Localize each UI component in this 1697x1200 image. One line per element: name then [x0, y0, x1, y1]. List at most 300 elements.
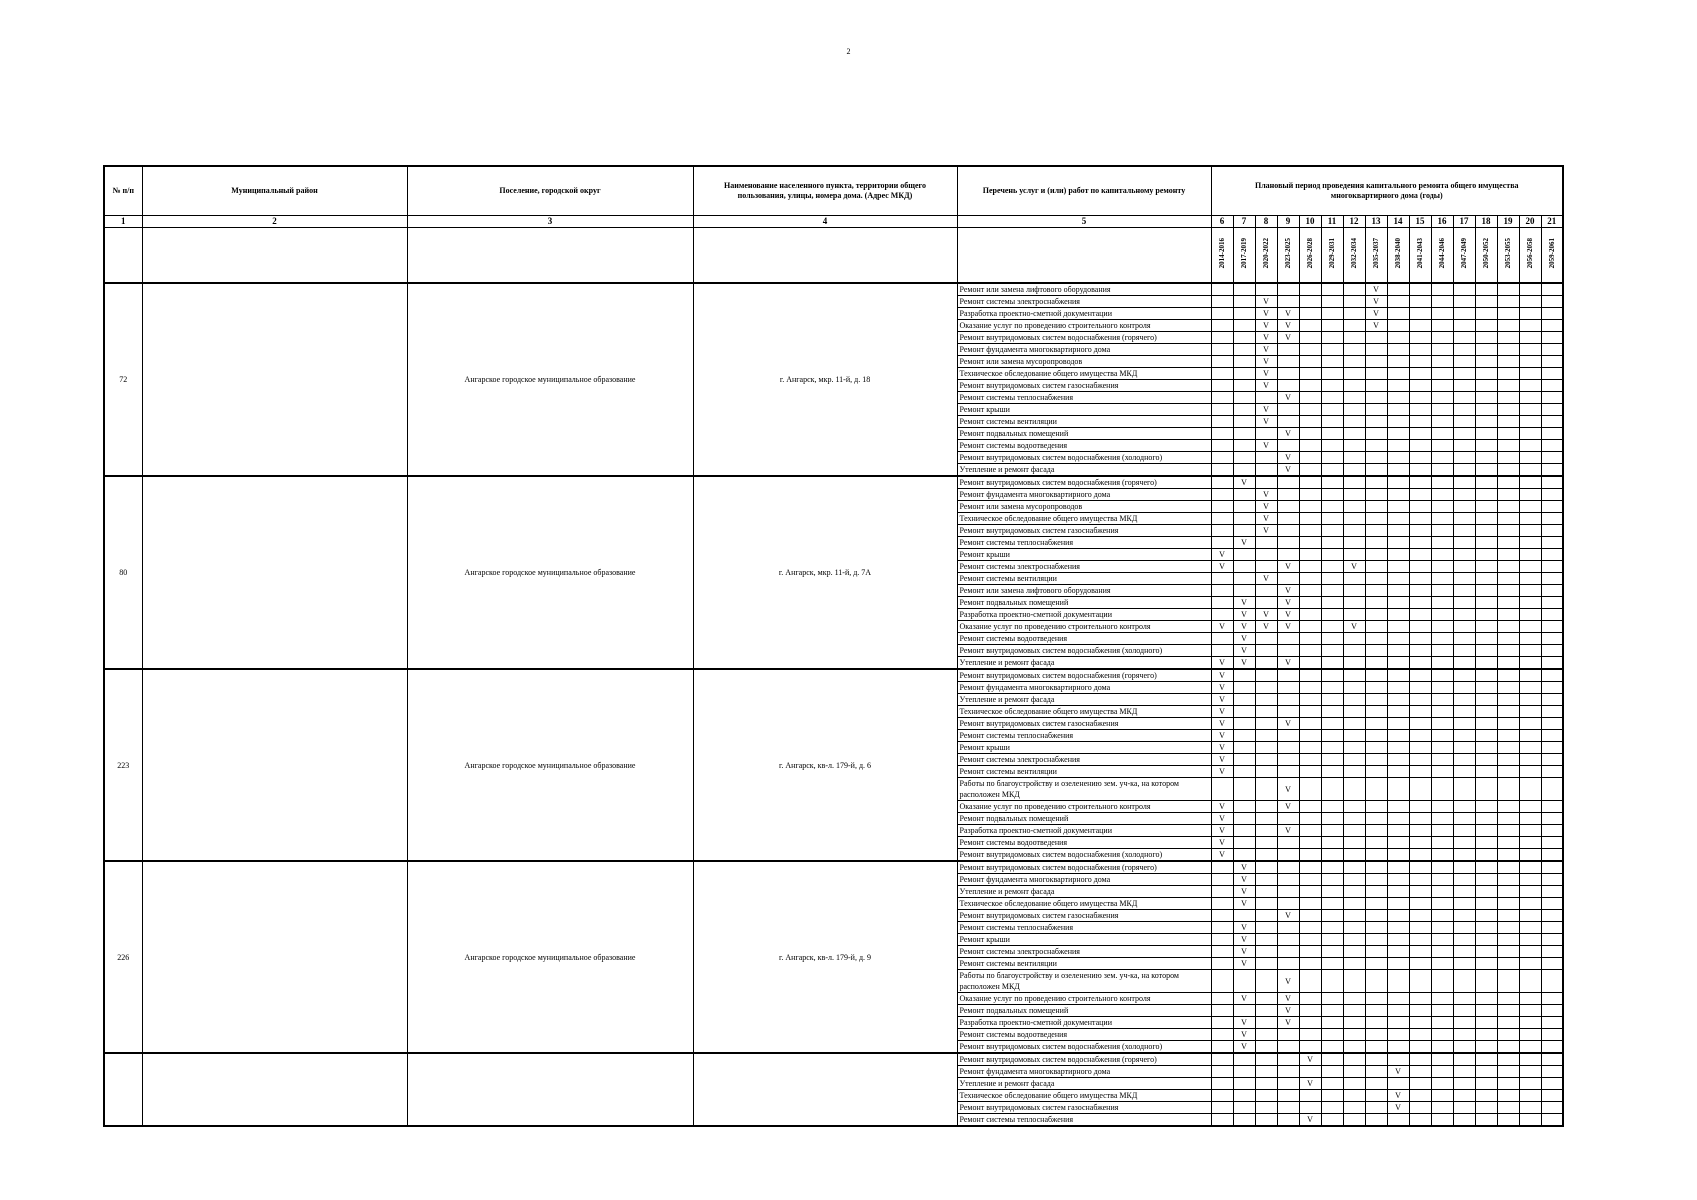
period-mark-cell	[1541, 283, 1563, 296]
work-item: Ремонт системы вентиляции	[957, 416, 1211, 428]
period-mark-cell	[1365, 694, 1387, 706]
period-mark-cell	[1299, 1029, 1321, 1041]
period-mark-cell	[1409, 1066, 1431, 1078]
period-mark-cell	[1475, 645, 1497, 657]
period-mark-cell	[1387, 718, 1409, 730]
period-mark-cell	[1211, 1053, 1233, 1066]
period-mark-cell	[1233, 801, 1255, 813]
work-item: Ремонт системы теплоснабжения	[957, 1114, 1211, 1127]
period-mark-cell	[1211, 356, 1233, 368]
period-mark-cell	[1211, 332, 1233, 344]
period-mark-cell	[1387, 633, 1409, 645]
period-mark-cell	[1211, 452, 1233, 464]
period-mark-cell	[1299, 633, 1321, 645]
work-item: Ремонт или замена мусоропроводов	[957, 356, 1211, 368]
period-mark-cell	[1475, 609, 1497, 621]
period-mark-cell	[1299, 416, 1321, 428]
period-mark-cell	[1233, 585, 1255, 597]
period-mark-cell	[1233, 332, 1255, 344]
period-mark-cell	[1299, 549, 1321, 561]
period-mark-cell	[1519, 1017, 1541, 1029]
period-mark-cell	[1299, 706, 1321, 718]
period-mark-cell	[1299, 585, 1321, 597]
period-mark-cell	[1299, 368, 1321, 380]
period-mark-cell	[1497, 958, 1519, 970]
period-mark-cell	[1453, 344, 1475, 356]
period-mark-cell: V	[1233, 898, 1255, 910]
period-mark-cell	[1277, 356, 1299, 368]
period-mark-cell	[1299, 1005, 1321, 1017]
period-mark-cell	[1497, 344, 1519, 356]
period-mark-cell: V	[1365, 283, 1387, 296]
period-mark-cell: V	[1387, 1066, 1409, 1078]
period-mark-cell	[1387, 849, 1409, 862]
period-mark-cell	[1365, 1090, 1387, 1102]
period-mark-cell	[1343, 537, 1365, 549]
work-item: Ремонт или замена мусоропроводов	[957, 501, 1211, 513]
period-mark-cell	[1497, 970, 1519, 993]
period-mark-cell	[1255, 778, 1277, 801]
period-mark-cell	[1519, 946, 1541, 958]
period-mark-cell	[1365, 428, 1387, 440]
period-mark-cell	[1299, 861, 1321, 874]
period-label: 2026-2028	[1306, 238, 1314, 269]
period-mark-cell	[1321, 332, 1343, 344]
period-mark-cell: V	[1255, 380, 1277, 392]
period-mark-cell	[1387, 283, 1409, 296]
period-mark-cell	[1453, 1102, 1475, 1114]
period-mark-cell	[1277, 573, 1299, 585]
period-mark-cell	[1409, 476, 1431, 489]
period-mark-cell	[1365, 404, 1387, 416]
period-mark-cell	[1519, 573, 1541, 585]
period-mark-cell	[1519, 464, 1541, 477]
period-mark-cell	[1475, 694, 1497, 706]
period-mark-cell	[1431, 910, 1453, 922]
period-mark-cell	[1497, 861, 1519, 874]
period-mark-cell	[1497, 573, 1519, 585]
period-mark-cell	[1541, 766, 1563, 778]
period-mark-cell	[1453, 1114, 1475, 1127]
period-mark-cell	[1321, 501, 1343, 513]
period-mark-cell	[1475, 1090, 1497, 1102]
period-mark-cell	[1233, 1090, 1255, 1102]
column-number: 18	[1475, 216, 1497, 228]
period-mark-cell	[1255, 1029, 1277, 1041]
address-cell: г. Ангарск, мкр. 11-й, д. 7А	[693, 476, 957, 669]
work-item: Ремонт внутридомовых систем водоснабжения (холодного)	[957, 849, 1211, 862]
period-mark-cell	[1365, 742, 1387, 754]
period-mark-cell	[1365, 525, 1387, 537]
period-label: 2053-2055	[1504, 238, 1512, 269]
period-mark-cell	[1255, 537, 1277, 549]
period-mark-cell	[1431, 837, 1453, 849]
period-mark-cell	[1431, 404, 1453, 416]
period-mark-cell: V	[1365, 296, 1387, 308]
period-mark-cell	[1299, 1090, 1321, 1102]
period-mark-cell	[1497, 452, 1519, 464]
period-mark-cell	[1541, 970, 1563, 993]
period-mark-cell	[1321, 669, 1343, 682]
period-mark-cell	[1299, 970, 1321, 993]
period-mark-cell	[1431, 549, 1453, 561]
work-item: Ремонт фундамента многоквартирного дома	[957, 344, 1211, 356]
period-mark-cell	[1321, 573, 1343, 585]
period-mark-cell	[1365, 645, 1387, 657]
period-mark-cell	[1541, 633, 1563, 645]
period-mark-cell	[1519, 621, 1541, 633]
period-mark-cell	[1211, 283, 1233, 296]
period-mark-cell	[1321, 657, 1343, 670]
period-mark-cell	[1255, 742, 1277, 754]
column-number: 8	[1255, 216, 1277, 228]
period-mark-cell	[1409, 910, 1431, 922]
period-mark-cell	[1453, 1017, 1475, 1029]
period-mark-cell	[1541, 308, 1563, 320]
period-mark-cell	[1475, 633, 1497, 645]
period-mark-cell	[1541, 874, 1563, 886]
period-mark-cell	[1541, 861, 1563, 874]
column-number: 5	[957, 216, 1211, 228]
period-mark-cell	[1497, 946, 1519, 958]
period-mark-cell	[1409, 1090, 1431, 1102]
period-mark-cell	[1519, 476, 1541, 489]
column-number: 4	[693, 216, 957, 228]
period-mark-cell	[1431, 476, 1453, 489]
period-mark-cell: V	[1211, 694, 1233, 706]
period-mark-cell	[1519, 1029, 1541, 1041]
period-mark-cell	[1409, 1078, 1431, 1090]
period-mark-cell	[1277, 537, 1299, 549]
period-mark-cell	[1321, 296, 1343, 308]
period-mark-cell	[1497, 849, 1519, 862]
period-label: 2044-2046	[1438, 238, 1446, 269]
period-mark-cell: V	[1211, 849, 1233, 862]
period-mark-cell	[1277, 1102, 1299, 1114]
period-mark-cell	[1453, 1041, 1475, 1054]
period-mark-cell	[1277, 416, 1299, 428]
period-mark-cell	[1365, 934, 1387, 946]
period-mark-cell: V	[1277, 825, 1299, 837]
period-mark-cell: V	[1277, 801, 1299, 813]
period-mark-cell	[1321, 344, 1343, 356]
period-mark-cell	[1299, 874, 1321, 886]
period-mark-cell	[1431, 573, 1453, 585]
period-mark-cell	[1519, 849, 1541, 862]
period-mark-cell: V	[1343, 561, 1365, 573]
period-mark-cell	[1299, 742, 1321, 754]
period-mark-cell	[1497, 694, 1519, 706]
period-mark-cell	[1321, 464, 1343, 477]
period-mark-cell	[1541, 549, 1563, 561]
period-mark-cell	[1365, 549, 1387, 561]
period-mark-cell	[1211, 874, 1233, 886]
period-mark-cell	[1409, 501, 1431, 513]
work-item: Ремонт внутридомовых систем водоснабжения (горячего)	[957, 332, 1211, 344]
period-mark-cell: V	[1233, 1041, 1255, 1054]
period-mark-cell	[1343, 886, 1365, 898]
period-mark-cell	[1211, 573, 1233, 585]
period-mark-cell	[1299, 910, 1321, 922]
period-mark-cell	[1277, 958, 1299, 970]
work-item: Ремонт крыши	[957, 934, 1211, 946]
period-mark-cell	[1497, 922, 1519, 934]
period-mark-cell	[1519, 597, 1541, 609]
period-mark-cell	[1387, 489, 1409, 501]
period-mark-cell	[1365, 970, 1387, 993]
period-mark-cell	[1299, 452, 1321, 464]
period-mark-cell	[1541, 1090, 1563, 1102]
period-label: 2056-2058	[1526, 238, 1534, 269]
work-item: Ремонт внутридомовых систем газоснабжения	[957, 380, 1211, 392]
period-mark-cell	[1233, 910, 1255, 922]
period-mark-cell	[1431, 308, 1453, 320]
period-mark-cell	[1519, 344, 1541, 356]
period-mark-cell	[1541, 813, 1563, 825]
period-mark-cell: V	[1277, 464, 1299, 477]
period-mark-cell	[1431, 464, 1453, 477]
period-mark-cell	[1541, 718, 1563, 730]
period-mark-cell	[1453, 392, 1475, 404]
period-mark-cell	[1409, 837, 1431, 849]
period-mark-cell	[1321, 452, 1343, 464]
period-mark-cell: V	[1233, 621, 1255, 633]
period-mark-cell	[1211, 633, 1233, 645]
period-mark-cell	[1497, 404, 1519, 416]
period-label: 2014-2016	[1218, 238, 1226, 269]
period-mark-cell	[1277, 694, 1299, 706]
period-mark-cell	[1409, 549, 1431, 561]
table-row	[104, 861, 1563, 874]
period-label: 2038-2040	[1394, 238, 1402, 269]
period-mark-cell	[1211, 513, 1233, 525]
period-mark-cell	[1409, 645, 1431, 657]
period-mark-cell	[1233, 1114, 1255, 1127]
period-mark-cell	[1431, 934, 1453, 946]
period-mark-cell	[1519, 837, 1541, 849]
period-mark-cell	[1453, 849, 1475, 862]
period-mark-cell	[1453, 561, 1475, 573]
period-mark-cell	[1541, 416, 1563, 428]
period-mark-cell	[1387, 392, 1409, 404]
period-mark-cell: V	[1233, 476, 1255, 489]
period-mark-cell	[1475, 621, 1497, 633]
period-mark-cell	[1343, 970, 1365, 993]
period-mark-cell	[1431, 1102, 1453, 1114]
period-mark-cell	[1299, 320, 1321, 332]
work-item: Ремонт внутридомовых систем водоснабжения (холодного)	[957, 1041, 1211, 1054]
period-mark-cell	[1453, 754, 1475, 766]
period-mark-cell	[1541, 573, 1563, 585]
period-mark-cell	[1211, 525, 1233, 537]
period-mark-cell	[1475, 332, 1497, 344]
period-mark-cell	[1211, 778, 1233, 801]
period-mark-cell	[1321, 308, 1343, 320]
period-mark-cell	[1453, 1005, 1475, 1017]
period-mark-cell	[1497, 682, 1519, 694]
period-mark-cell: V	[1211, 754, 1233, 766]
period-mark-cell	[1321, 1102, 1343, 1114]
period-mark-cell	[1475, 404, 1497, 416]
period-mark-cell	[1475, 861, 1497, 874]
period-mark-cell	[1321, 766, 1343, 778]
period-mark-cell	[1211, 958, 1233, 970]
period-mark-cell	[1519, 718, 1541, 730]
period-mark-cell	[1365, 801, 1387, 813]
period-mark-cell	[1233, 1078, 1255, 1090]
period-mark-cell	[1519, 682, 1541, 694]
period-mark-cell	[1387, 1078, 1409, 1090]
period-mark-cell	[1321, 428, 1343, 440]
period-mark-cell: V	[1233, 934, 1255, 946]
period-mark-cell	[1211, 320, 1233, 332]
work-item: Ремонт крыши	[957, 404, 1211, 416]
period-mark-cell	[1409, 730, 1431, 742]
period-mark-cell	[1211, 922, 1233, 934]
period-mark-cell	[1431, 513, 1453, 525]
period-mark-cell	[1431, 874, 1453, 886]
settlement-cell: Ангарское городское муниципальное образование	[407, 476, 693, 669]
period-mark-cell	[1431, 1005, 1453, 1017]
period-mark-cell: V	[1233, 1029, 1255, 1041]
period-mark-cell	[1497, 910, 1519, 922]
period-mark-cell	[1519, 657, 1541, 670]
period-mark-cell	[1277, 645, 1299, 657]
period-mark-cell: V	[1233, 922, 1255, 934]
period-mark-cell	[1475, 392, 1497, 404]
header-address: Наименование населенного пункта, территории общего пользования, улицы, номера дома. (Адрес МКД)	[693, 166, 957, 216]
period-mark-cell	[1541, 657, 1563, 670]
period-mark-cell	[1277, 344, 1299, 356]
period-mark-cell	[1343, 993, 1365, 1005]
period-mark-cell	[1475, 778, 1497, 801]
period-mark-cell	[1453, 501, 1475, 513]
period-mark-cell	[1211, 476, 1233, 489]
period-mark-cell	[1431, 621, 1453, 633]
period-mark-cell	[1409, 344, 1431, 356]
period-mark-cell	[1453, 549, 1475, 561]
period-mark-cell	[1541, 489, 1563, 501]
period-mark-cell	[1299, 898, 1321, 910]
period-mark-cell	[1541, 837, 1563, 849]
period-mark-cell	[1277, 886, 1299, 898]
period-mark-cell	[1387, 1114, 1409, 1127]
period-mark-cell: V	[1277, 585, 1299, 597]
period-mark-cell	[1321, 416, 1343, 428]
period-mark-cell	[1475, 585, 1497, 597]
period-mark-cell	[1343, 296, 1365, 308]
work-item: Ремонт системы электроснабжения	[957, 561, 1211, 573]
period-mark-cell	[1299, 1066, 1321, 1078]
period-mark-cell	[1475, 344, 1497, 356]
period-mark-cell	[1497, 308, 1519, 320]
district-cell	[142, 669, 407, 861]
period-mark-cell	[1541, 1029, 1563, 1041]
period-mark-cell	[1519, 886, 1541, 898]
period-mark-cell	[1387, 368, 1409, 380]
period-mark-cell	[1277, 730, 1299, 742]
period-mark-cell	[1519, 1078, 1541, 1090]
work-item: Ремонт системы вентиляции	[957, 573, 1211, 585]
period-mark-cell	[1233, 525, 1255, 537]
period-mark-cell	[1475, 849, 1497, 862]
period-mark-cell	[1365, 1066, 1387, 1078]
period-mark-cell	[1475, 1078, 1497, 1090]
period-mark-cell	[1519, 898, 1541, 910]
period-mark-cell	[1519, 440, 1541, 452]
period-mark-cell	[1299, 657, 1321, 670]
period-mark-cell	[1255, 1041, 1277, 1054]
period-mark-cell	[1497, 561, 1519, 573]
period-mark-cell	[1431, 861, 1453, 874]
period-mark-cell	[1365, 825, 1387, 837]
period-mark-cell	[1431, 1114, 1453, 1127]
period-mark-cell	[1211, 861, 1233, 874]
period-mark-cell	[1211, 1066, 1233, 1078]
work-item: Ремонт фундамента многоквартирного дома	[957, 682, 1211, 694]
period-mark-cell	[1299, 778, 1321, 801]
period-mark-cell	[1343, 801, 1365, 813]
period-mark-cell	[1453, 874, 1475, 886]
period-mark-cell	[1431, 489, 1453, 501]
period-mark-cell	[1255, 1066, 1277, 1078]
period-mark-cell	[1497, 669, 1519, 682]
period-mark-cell	[1453, 513, 1475, 525]
period-mark-cell	[1453, 428, 1475, 440]
period-mark-cell: V	[1233, 993, 1255, 1005]
period-mark-cell: V	[1365, 320, 1387, 332]
period-mark-cell	[1519, 1041, 1541, 1054]
period-mark-cell	[1387, 970, 1409, 993]
period-mark-cell	[1233, 682, 1255, 694]
period-header	[1255, 228, 1277, 284]
period-mark-cell	[1497, 645, 1519, 657]
period-mark-cell	[1453, 898, 1475, 910]
period-mark-cell	[1321, 633, 1343, 645]
period-mark-cell	[1431, 561, 1453, 573]
period-mark-cell	[1365, 344, 1387, 356]
period-mark-cell	[1475, 416, 1497, 428]
period-mark-cell	[1387, 1029, 1409, 1041]
period-mark-cell	[1211, 910, 1233, 922]
period-mark-cell	[1277, 682, 1299, 694]
work-item: Ремонт системы водоотведения	[957, 1029, 1211, 1041]
period-mark-cell	[1475, 525, 1497, 537]
period-mark-cell	[1431, 1078, 1453, 1090]
period-mark-cell	[1211, 404, 1233, 416]
period-mark-cell	[1365, 1041, 1387, 1054]
period-mark-cell	[1211, 1029, 1233, 1041]
header-settlement: Поселение, городской округ	[407, 166, 693, 216]
period-mark-cell	[1255, 837, 1277, 849]
period-header	[1343, 228, 1365, 284]
period-mark-cell	[1475, 669, 1497, 682]
period-mark-cell: V	[1277, 1017, 1299, 1029]
period-mark-cell: V	[1277, 308, 1299, 320]
period-mark-cell	[1519, 1114, 1541, 1127]
period-mark-cell	[1211, 296, 1233, 308]
period-mark-cell	[1409, 813, 1431, 825]
period-mark-cell	[1387, 766, 1409, 778]
period-mark-cell	[1255, 561, 1277, 573]
period-mark-cell	[1431, 730, 1453, 742]
period-mark-cell	[1365, 813, 1387, 825]
period-mark-cell	[1541, 730, 1563, 742]
period-mark-cell	[1519, 404, 1541, 416]
period-mark-cell	[1409, 464, 1431, 477]
row-number	[104, 1053, 142, 1126]
period-mark-cell	[1409, 320, 1431, 332]
